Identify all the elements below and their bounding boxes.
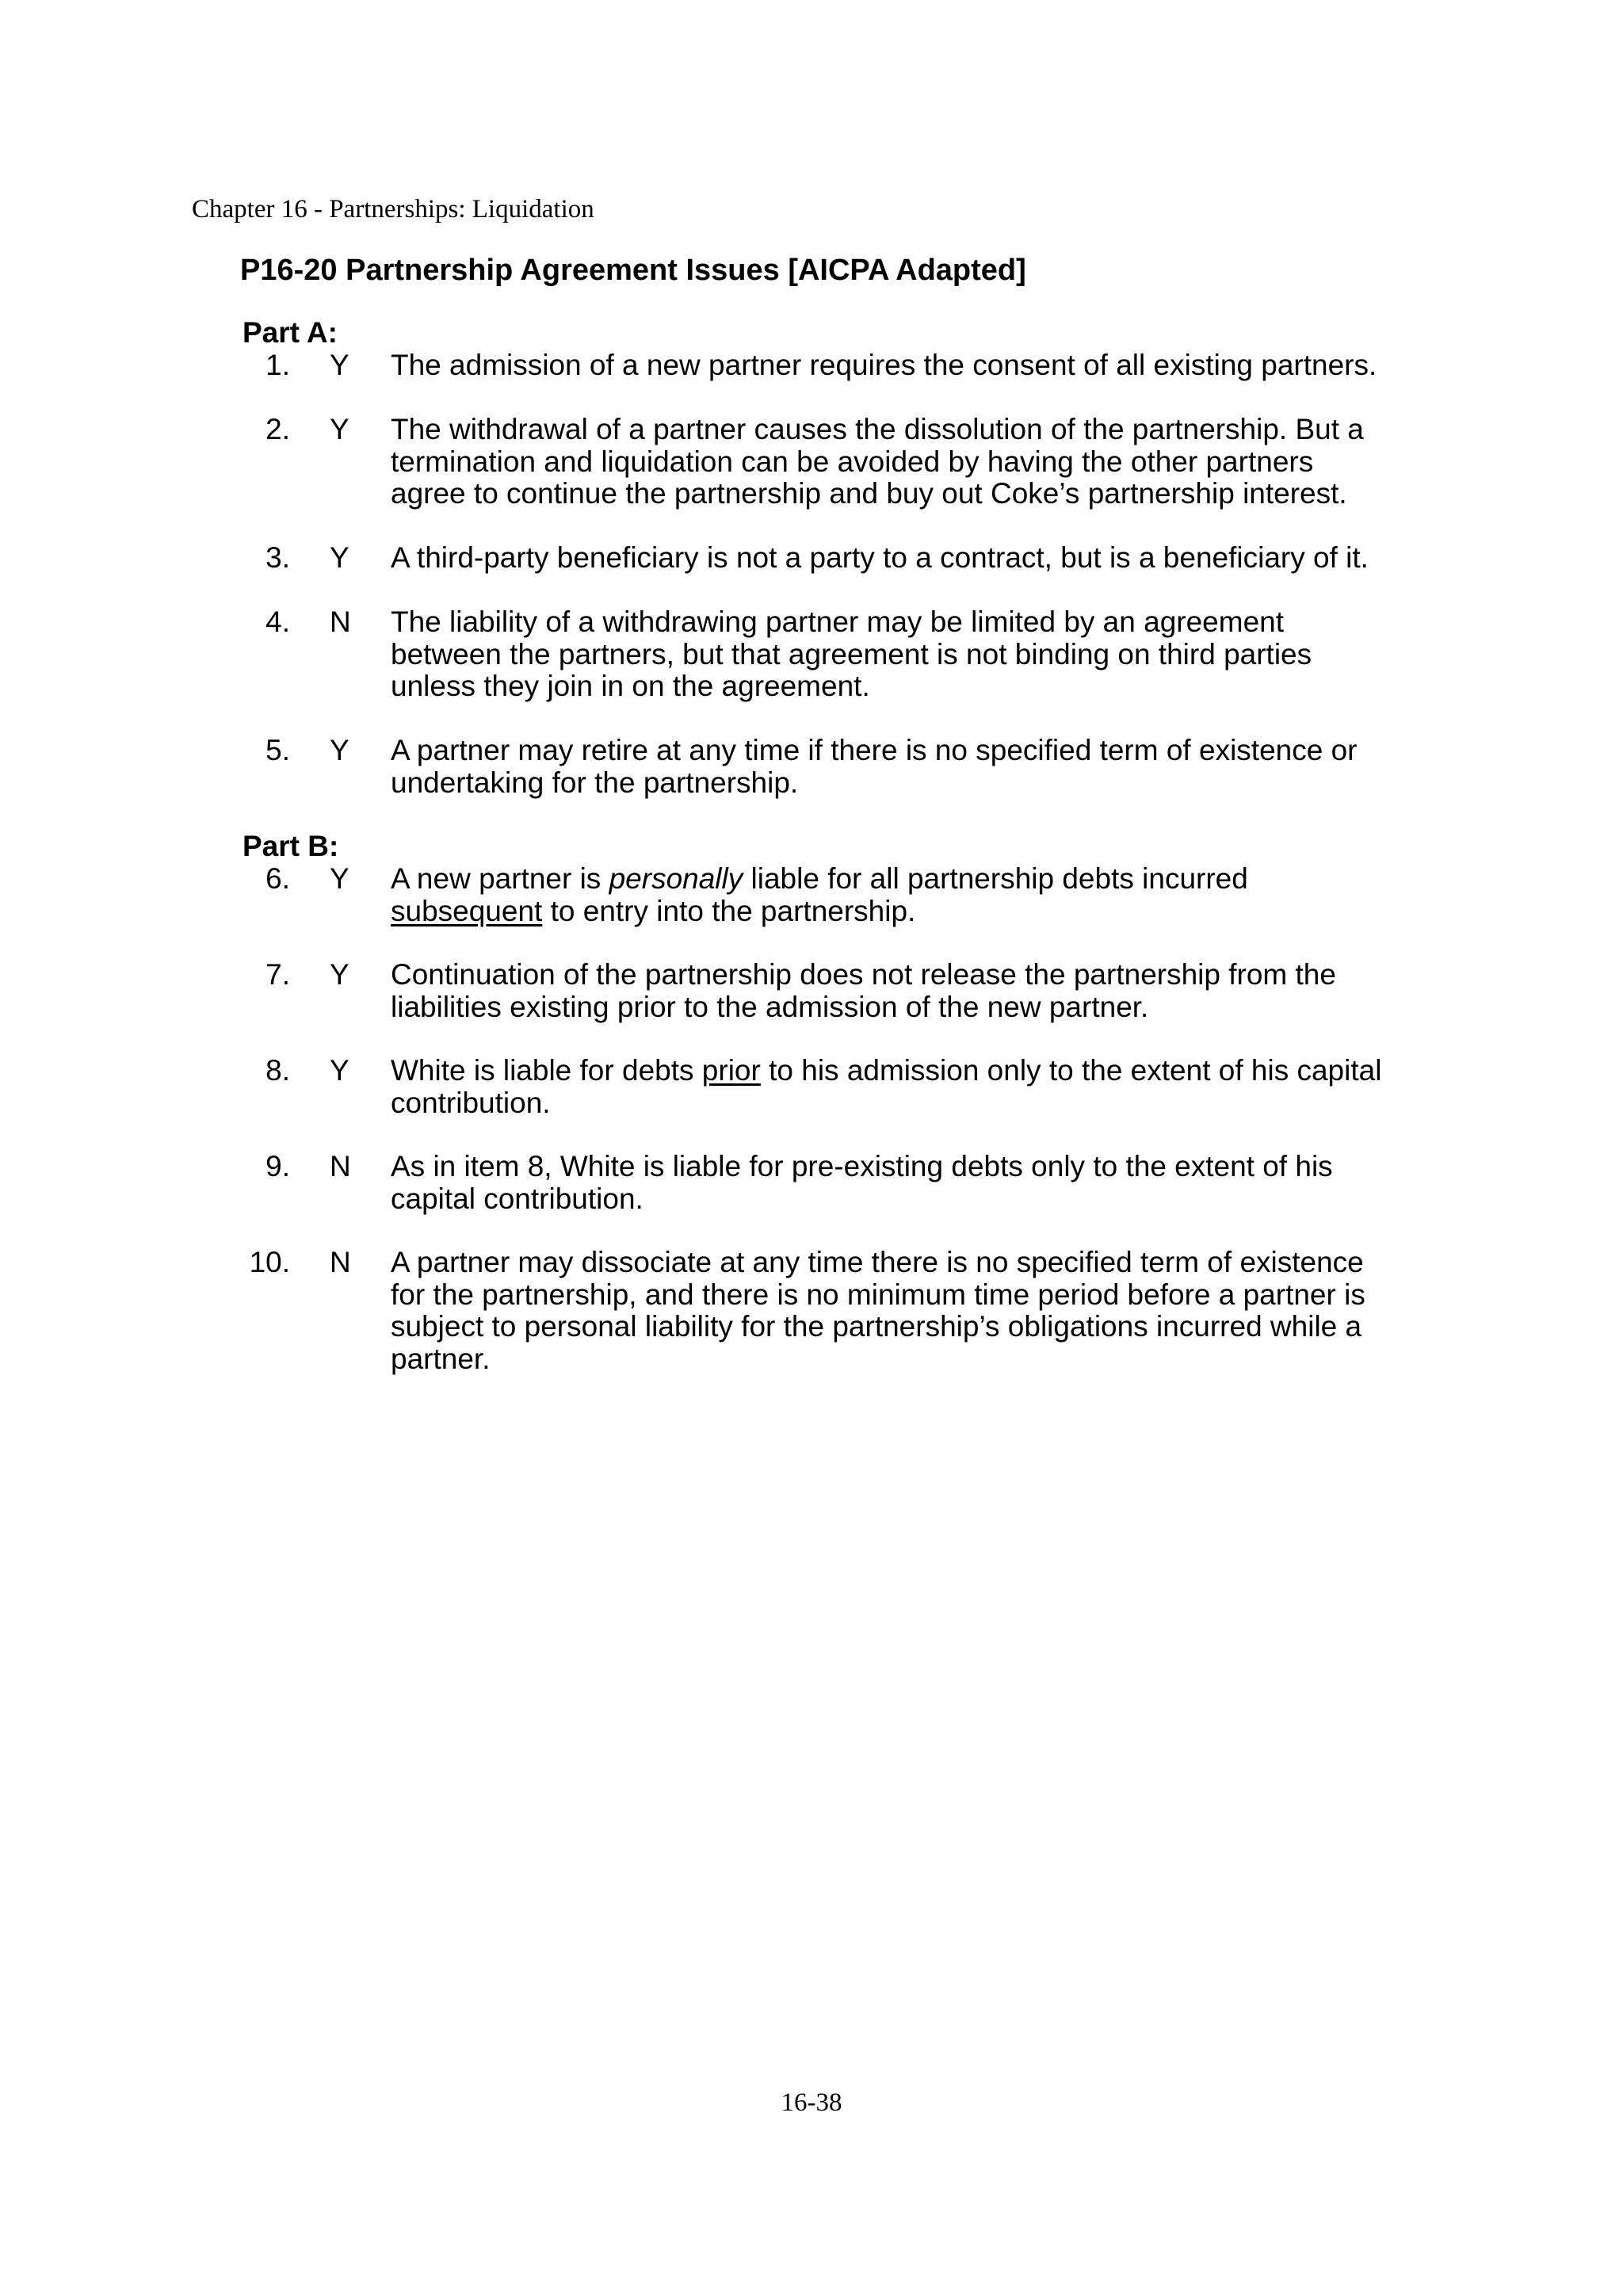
item-text-line: A partner may dissociate at any time there is no specified term of existence (391, 1246, 1364, 1278)
item-number: 4. (265, 606, 290, 638)
item-text-line: partner. (391, 1342, 491, 1375)
item-text-line: The withdrawal of a partner causes the dissolution of the partnership. But a (391, 413, 1364, 445)
problem-title: P16-20 Partnership Agreement Issues [AICPA Adapted] (240, 254, 1026, 287)
item-text (391, 959, 1389, 1023)
item-text (391, 1055, 1389, 1119)
item-answer: Y (330, 413, 349, 445)
emphasis-text: personally (609, 862, 743, 895)
item-text-line: unless they join in on the agreement. (391, 670, 870, 702)
item-text-line: The liability of a withdrawing partner may be limited by an agreement (391, 606, 1285, 638)
page-number: 16-38 (781, 2088, 842, 2117)
item-text-line: The admission of a new partner requires the consent of all existing partners. (391, 349, 1377, 381)
item-text-line: between the partners, but that agreement is not binding on third parties (391, 637, 1312, 670)
item-text (391, 735, 1389, 799)
underlined-text: subsequent (391, 894, 543, 927)
text-run: to entry into the partnership. (542, 894, 916, 927)
item-answer: Y (330, 734, 349, 766)
item-text-line: undertaking for the partnership. (391, 766, 799, 799)
item-answer: Y (330, 1054, 349, 1087)
item-number: 3. (265, 541, 290, 574)
item-text-line: contribution. (391, 1086, 551, 1119)
item-answer: Y (330, 349, 349, 381)
part-a-heading: Part A: (242, 316, 338, 349)
item-number: 8. (265, 1054, 290, 1087)
text-run: to his admission only to the extent of his capital (760, 1054, 1382, 1087)
item-text (391, 863, 1389, 927)
item-text-line: capital contribution. (391, 1182, 643, 1215)
item-number: 7. (265, 958, 290, 991)
item-text (391, 542, 1389, 575)
item-number: 2. (265, 413, 290, 445)
item-text (391, 1247, 1389, 1375)
item-answer: Y (330, 541, 349, 574)
item-answer: N (330, 1150, 351, 1182)
underlined-text: prior (701, 1054, 761, 1087)
item-number: 6. (265, 862, 290, 895)
item-answer: N (330, 606, 351, 638)
item-text-line: for the partnership, and there is no minimum time period before a partner is (391, 1278, 1365, 1311)
item-text-line: agree to continue the partnership and buy out Coke’s partnership interest. (391, 477, 1347, 510)
item-text-line: As in item 8, White is liable for pre-existing debts only to the extent of his (391, 1150, 1333, 1182)
item-text-line: A third-party beneficiary is not a party to a contract, but is a beneficiary of it. (391, 541, 1369, 574)
text-run: liable for all partnership debts incurred (743, 862, 1248, 895)
item-answer: Y (330, 958, 349, 991)
item-text-line: liabilities existing prior to the admission of the new partner. (391, 990, 1149, 1023)
item-number: 9. (265, 1150, 290, 1182)
item-text (391, 350, 1389, 382)
item-answer: N (330, 1246, 351, 1278)
running-header: Chapter 16 - Partnerships: Liquidation (192, 195, 594, 223)
item-text (391, 414, 1389, 510)
item-text-line (391, 863, 1389, 896)
item-text-line: A partner may retire at any time if there is no specified term of existence or (391, 734, 1358, 766)
item-number: 10. (249, 1246, 290, 1278)
item-text (391, 1151, 1389, 1215)
part-b-heading: Part B: (242, 830, 339, 862)
text-run: A new partner is (391, 862, 609, 895)
item-text-line: subject to personal liability for the partnership’s obligations incurred while a (391, 1310, 1362, 1343)
item-number: 1. (265, 349, 290, 381)
item-text-line (391, 896, 1389, 928)
text-run: White is liable for debts (391, 1054, 702, 1087)
item-text-line: Continuation of the partnership does not release the partnership from the (391, 958, 1336, 991)
item-text-line (391, 1055, 1389, 1087)
item-text-line: termination and liquidation can be avoided by having the other partners (391, 445, 1314, 478)
item-number: 5. (265, 734, 290, 766)
item-answer: Y (330, 862, 349, 895)
item-text (391, 606, 1389, 703)
